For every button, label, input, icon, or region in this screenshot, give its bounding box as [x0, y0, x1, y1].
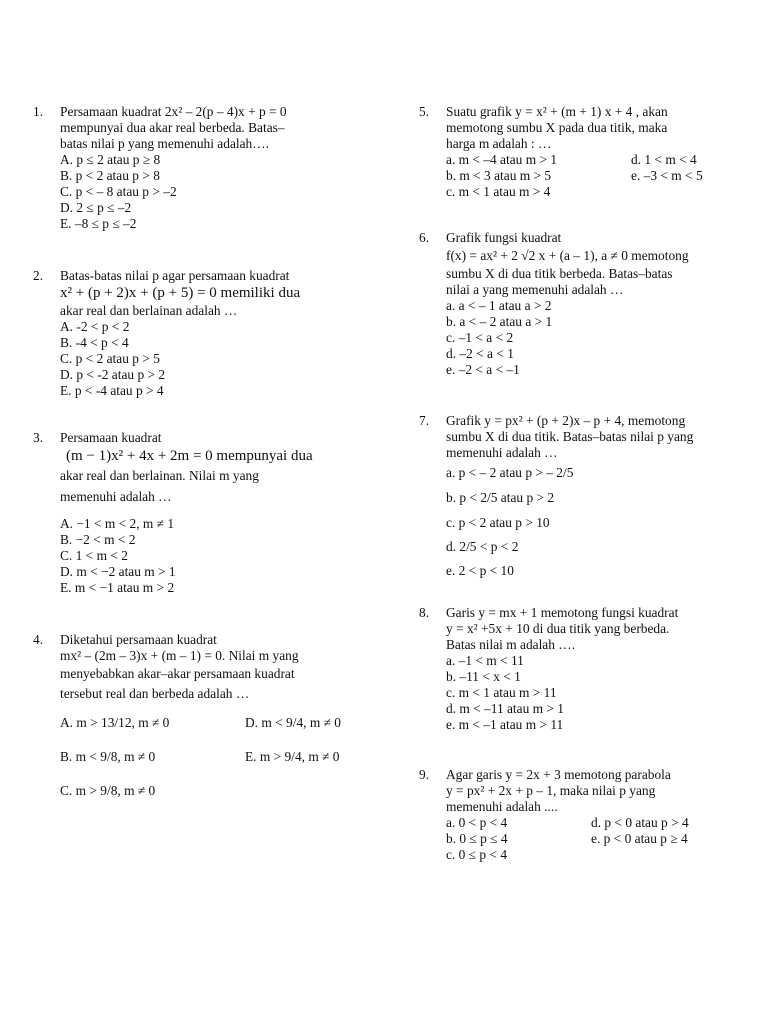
question-text-line: Suatu grafik y = x² + (m + 1) x + 4 , akan [446, 104, 668, 119]
question-text-line: harga m adalah : … [446, 136, 552, 151]
answer-option-c: c. m < 1 atau m > 11 [446, 685, 557, 700]
question-text-line: y = x² +5x + 10 di dua titik yang berbeda. [446, 621, 670, 636]
answer-option-b: b. a < – 2 atau a > 1 [446, 314, 553, 329]
answer-option-a: a. p < – 2 atau p > – 2/5 [446, 465, 574, 480]
question-text-line: Batas nilai m adalah …. [446, 637, 576, 652]
question-number: 2. [33, 268, 44, 283]
answer-option-c: C. m > 9/8, m ≠ 0 [60, 783, 156, 798]
question-1 [33, 104, 380, 232]
question-number: 9. [419, 767, 430, 782]
answer-option-d: D. p < -2 atau p > 2 [60, 367, 166, 382]
answer-option-c: c. p < 2 atau p > 10 [446, 515, 550, 530]
answer-option-e: E. –8 ≤ p ≤ –2 [60, 216, 137, 231]
question-text-line: Persamaan kuadrat [60, 430, 162, 445]
question-number: 1. [33, 104, 44, 119]
question-5 [419, 104, 766, 200]
answer-option-a: A. -2 < p < 2 [60, 319, 130, 334]
answer-option-d: d. 2/5 < p < 2 [446, 539, 519, 554]
answer-option-a: A. m > 13/12, m ≠ 0 [60, 715, 170, 730]
question-text-line: akar real dan berlainan adalah … [60, 303, 238, 318]
question-text-line: batas nilai p yang memenuhi adalah…. [60, 136, 269, 151]
question-text-line: memenuhi adalah … [60, 489, 172, 504]
answer-option-c: c. m < 1 atau m > 4 [446, 184, 551, 199]
answer-option-c: c. –1 < a < 2 [446, 330, 514, 345]
question-text-line: Grafik y = px² + (p + 2)x – p + 4, memotong [446, 413, 686, 428]
answer-option-d: D. m < −2 atau m > 1 [60, 564, 176, 579]
answer-option-b: B. m < 9/8, m ≠ 0 [60, 749, 156, 764]
question-text-line: nilai a yang memenuhi adalah … [446, 282, 624, 297]
question-number: 7. [419, 413, 430, 428]
question-text-line: tersebut real dan berbeda adalah … [60, 686, 250, 701]
answer-option-e: e. p < 0 atau p ≥ 4 [591, 831, 688, 846]
answer-option-a: a. –1 < m < 11 [446, 653, 524, 668]
question-equation: (m − 1)x² + 4x + 2m = 0 mempunyai dua [66, 448, 313, 464]
answer-option-e: e. –2 < a < –1 [446, 362, 520, 377]
answer-option-d: d. m < –11 atau m > 1 [446, 701, 564, 716]
question-number: 6. [419, 230, 430, 245]
answer-option-d: D. m < 9/4, m ≠ 0 [245, 715, 341, 730]
question-7 [419, 413, 766, 583]
answer-option-c: C. p < – 8 atau p > –2 [60, 184, 177, 199]
question-text-line: f(x) = ax² + 2 √2 x + (a – 1), a ≠ 0 memotong [446, 248, 689, 263]
answer-option-d: d. p < 0 atau p > 4 [591, 815, 689, 830]
question-text-line: memenuhi adalah .... [446, 799, 558, 814]
answer-option-c: C. 1 < m < 2 [60, 548, 128, 563]
question-8 [419, 605, 766, 733]
answer-option-b: b. 0 ≤ p ≤ 4 [446, 831, 508, 846]
question-text-line: mempunyai dua akar real berbeda. Batas– [60, 120, 285, 135]
question-equation: x² + (p + 2)x + (p + 5) = 0 memiliki dua [60, 285, 301, 301]
answer-option-b: B. -4 < p < 4 [60, 335, 129, 350]
answer-option-e: E. m > 9/4, m ≠ 0 [245, 749, 340, 764]
question-text-line: Batas-batas nilai p agar persamaan kuadrat [60, 268, 290, 283]
answer-option-a: A. p ≤ 2 atau p ≥ 8 [60, 152, 161, 167]
question-text-line: memenuhi adalah … [446, 445, 558, 460]
answer-option-c: c. 0 ≤ p < 4 [446, 847, 508, 862]
answer-option-b: b. p < 2/5 atau p > 2 [446, 490, 555, 505]
answer-option-a: A. −1 < m < 2, m ≠ 1 [60, 516, 175, 531]
question-text-line: Grafik fungsi kuadrat [446, 230, 562, 245]
question-number: 4. [33, 632, 44, 647]
answer-option-c: C. p < 2 atau p > 5 [60, 351, 160, 366]
question-text-line: Persamaan kuadrat 2x² – 2(p – 4)x + p = 0 [60, 104, 287, 119]
question-text-line: akar real dan berlainan. Nilai m yang [60, 468, 259, 483]
question-text-line: y = px² + 2x + p – 1, maka nilai p yang [446, 783, 656, 798]
question-text-line: Diketahui persamaan kuadrat [60, 632, 217, 647]
answer-option-d: d. –2 < a < 1 [446, 346, 514, 361]
answer-option-b: b. –11 < x < 1 [446, 669, 521, 684]
question-text-line: menyebabkan akar–akar persamaan kuadrat [60, 666, 295, 681]
answer-option-a: a. a < – 1 atau a > 2 [446, 298, 552, 313]
question-text-line: Agar garis y = 2x + 3 memotong parabola [446, 767, 671, 782]
question-4 [33, 632, 380, 802]
question-number: 8. [419, 605, 430, 620]
question-text-line: Garis y = mx + 1 memotong fungsi kuadrat [446, 605, 679, 620]
question-6 [419, 230, 766, 378]
question-text-line: mx² – (2m – 3)x + (m – 1) = 0. Nilai m yang [60, 648, 299, 663]
answer-option-e: E. m < −1 atau m > 2 [60, 580, 175, 595]
answer-option-a: a. m < –4 atau m > 1 [446, 152, 558, 167]
question-number: 5. [419, 104, 430, 119]
answer-option-b: b. m < 3 atau m > 5 [446, 168, 552, 183]
answer-option-e: e. –3 < m < 5 [631, 168, 703, 183]
answer-option-e: e. m < –1 atau m > 11 [446, 717, 564, 732]
question-number: 3. [33, 430, 44, 445]
question-2 [33, 268, 380, 399]
question-9 [419, 767, 766, 863]
answer-option-d: d. 1 < m < 4 [631, 152, 697, 167]
question-text-line: sumbu X di dua titik berbeda. Batas–batas [446, 266, 673, 281]
answer-option-b: B. p < 2 atau p > 8 [60, 168, 160, 183]
answer-option-b: B. −2 < m < 2 [60, 532, 136, 547]
answer-option-a: a. 0 < p < 4 [446, 815, 508, 830]
answer-option-e: e. 2 < p < 10 [446, 563, 514, 578]
question-3 [33, 430, 380, 596]
answer-option-e: E. p < -4 atau p > 4 [60, 383, 164, 398]
question-text-line: memotong sumbu X pada dua titik, maka [446, 120, 668, 135]
answer-option-d: D. 2 ≤ p ≤ –2 [60, 200, 132, 215]
question-text-line: sumbu X di dua titik. Batas–batas nilai p yang [446, 429, 694, 444]
